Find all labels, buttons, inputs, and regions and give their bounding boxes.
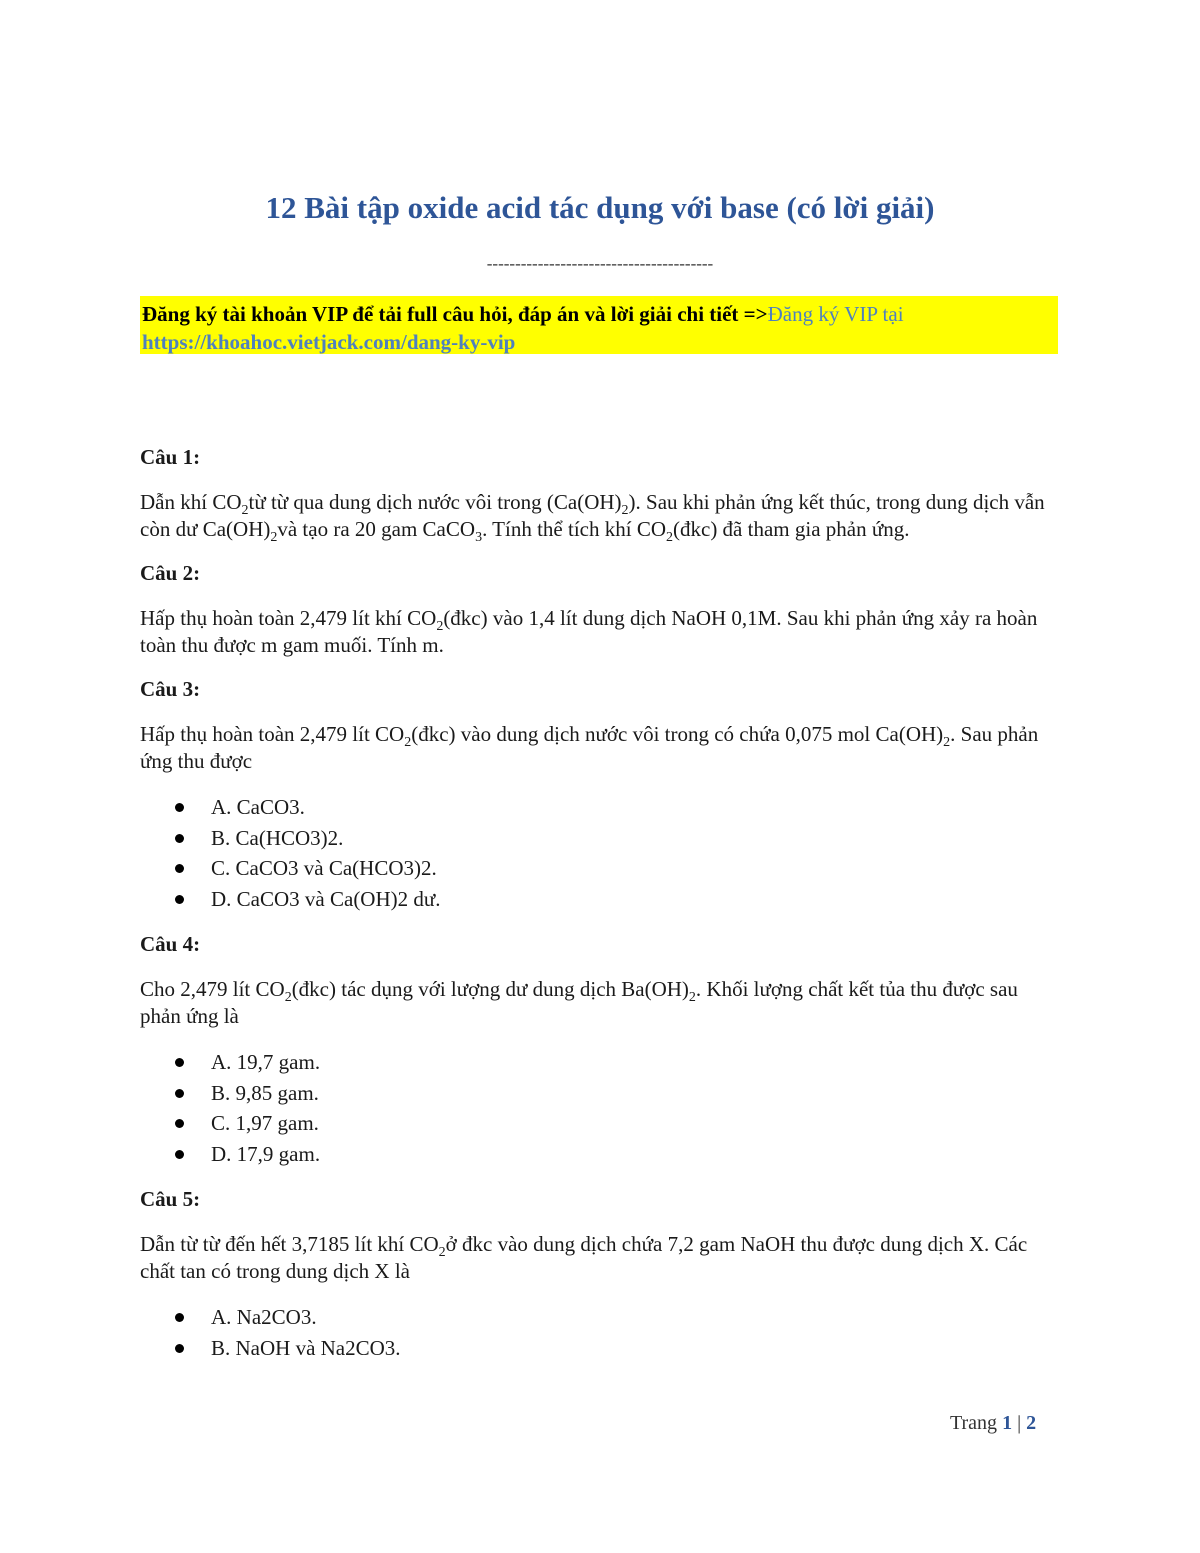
text-run: Hấp thụ hoàn toàn 2,479 lít CO bbox=[140, 722, 405, 746]
answer-option bbox=[140, 1139, 1060, 1170]
text-run: Dẫn khí CO bbox=[140, 490, 242, 514]
answer-option-text: A. 19,7 gam. bbox=[211, 1050, 321, 1074]
bullet-icon bbox=[175, 864, 184, 873]
subscript: 2 bbox=[404, 735, 412, 751]
question-label: Câu 2: bbox=[140, 561, 201, 585]
answer-option bbox=[140, 1108, 1060, 1139]
text-run: và tạo ra 20 gam CaCO bbox=[277, 517, 476, 541]
answer-option bbox=[140, 1047, 1060, 1078]
title-divider: ---------------------------------------- bbox=[486, 254, 714, 273]
text-run: . Sau phản ứng thu được bbox=[140, 722, 1039, 773]
question-text bbox=[140, 976, 1060, 1030]
answer-option bbox=[140, 823, 1060, 854]
text-run: (đkc) đã tham gia phản ứng. bbox=[673, 517, 910, 541]
question-label: Câu 4: bbox=[140, 932, 201, 956]
text-run: Cho 2,479 lít CO bbox=[140, 977, 285, 1001]
text-run: (đkc) vào dung dịch nước vôi trong có chứa 0,075 mol Ca(OH) bbox=[411, 722, 944, 746]
question-text bbox=[140, 721, 1060, 775]
answer-option bbox=[140, 884, 1060, 915]
answer-options bbox=[140, 792, 1060, 914]
answer-option bbox=[140, 792, 1060, 823]
text-run: (đkc) tác dụng với lượng dư dung dịch Ba(OH) bbox=[291, 977, 689, 1001]
answer-option-text: B. Ca(HCO3)2. bbox=[211, 825, 344, 850]
text-run: Dẫn từ từ đến hết 3,7185 lít khí CO bbox=[140, 1232, 439, 1256]
bullet-icon bbox=[175, 1119, 184, 1128]
question-list bbox=[140, 444, 1060, 1380]
bullet-icon bbox=[175, 1150, 184, 1159]
subscript: 2 bbox=[436, 619, 444, 635]
page-title: 12 Bài tập oxide acid tác dụng với base (có lời giải) bbox=[265, 190, 935, 225]
answer-option-text: C. 1,97 gam. bbox=[211, 1111, 319, 1135]
answer-option bbox=[140, 853, 1060, 884]
vip-url-link[interactable]: https://khoahoc.vietjack.com/dang-ky-vip bbox=[142, 330, 516, 354]
text-run: ). Sau khi phản ứng kết thúc, trong dung dịch vẫn còn dư Ca(OH) bbox=[140, 490, 1045, 541]
subscript: 2 bbox=[270, 530, 278, 546]
answer-option-text: D. CaCO3 và Ca(OH)2 dư. bbox=[211, 886, 441, 911]
answer-option-text: C. CaCO3 và Ca(HCO3)2. bbox=[211, 856, 437, 880]
subscript: 2 bbox=[666, 530, 673, 546]
total-page-number: 2 bbox=[1026, 1412, 1037, 1434]
subscript: 2 bbox=[284, 990, 292, 1006]
subscript: 2 bbox=[688, 990, 696, 1006]
answer-option-text: B. 9,85 gam. bbox=[211, 1080, 319, 1105]
question-label: Câu 1: bbox=[140, 445, 201, 469]
bullet-icon bbox=[175, 1344, 184, 1353]
answer-option bbox=[140, 1302, 1060, 1333]
vip-link[interactable]: Đăng ký VIP tại bbox=[767, 302, 904, 326]
bullet-icon bbox=[175, 1313, 184, 1322]
question-text bbox=[140, 605, 1060, 659]
question-label: Câu 5: bbox=[140, 1187, 201, 1211]
bullet-icon bbox=[175, 834, 184, 843]
answer-option bbox=[140, 1333, 1060, 1364]
page-footer bbox=[950, 1412, 1036, 1435]
current-page-number: 1 bbox=[1002, 1412, 1013, 1434]
subscript: 3 bbox=[475, 530, 483, 546]
subscript: 2 bbox=[943, 735, 951, 751]
text-run: ở đkc vào dung dịch chứa 7,2 gam NaOH thu được dung dịch X. Các chất tan có trong dung dịch X là bbox=[140, 1232, 1028, 1283]
answer-option-text: B. NaOH và Na2CO3. bbox=[211, 1335, 401, 1360]
text-run: (đkc) vào 1,4 lít dung dịch NaOH 0,1M. Sau khi phản ứng xảy ra hoàn toàn thu được m gam muối. Tính m. bbox=[140, 606, 1038, 657]
vip-text: Đăng ký tài khoản VIP để tải full câu hỏi, đáp án và lời giải chi tiết => bbox=[142, 302, 768, 326]
bullet-icon bbox=[175, 1089, 184, 1098]
question-text bbox=[140, 1231, 1060, 1285]
vip-banner bbox=[140, 296, 1058, 354]
question-label: Câu 3: bbox=[140, 677, 201, 701]
answer-option-text: A. Na2CO3. bbox=[211, 1305, 317, 1329]
text-run: . Tính thể tích khí CO bbox=[482, 517, 666, 541]
text-run: Hấp thụ hoàn toàn 2,479 lít khí CO bbox=[140, 606, 437, 630]
text-run: . Khối lượng chất kết tủa thu được sau phản ứng là bbox=[140, 977, 1018, 1028]
answer-options bbox=[140, 1302, 1060, 1363]
bullet-icon bbox=[175, 895, 184, 904]
answer-option bbox=[140, 1078, 1060, 1109]
answer-option-text: A. CaCO3. bbox=[211, 795, 305, 819]
footer-prefix: Trang bbox=[950, 1412, 1003, 1434]
answer-option-text: D. 17,9 gam. bbox=[211, 1141, 321, 1166]
footer-separator: | bbox=[1012, 1412, 1027, 1434]
subscript: 2 bbox=[438, 1245, 446, 1261]
subscript: 2 bbox=[621, 503, 629, 519]
question-text bbox=[140, 489, 1060, 546]
bullet-icon bbox=[175, 1058, 184, 1067]
text-run: từ từ qua dung dịch nước vôi trong (Ca(OH) bbox=[248, 490, 622, 514]
answer-options bbox=[140, 1047, 1060, 1169]
subscript: 2 bbox=[241, 503, 249, 519]
bullet-icon bbox=[175, 803, 184, 812]
